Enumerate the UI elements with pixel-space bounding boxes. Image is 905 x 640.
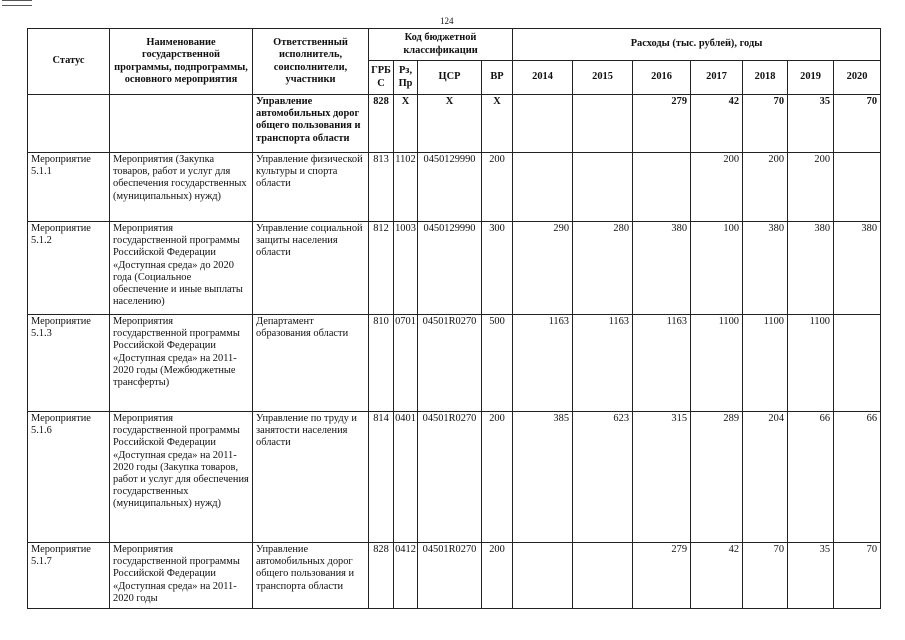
table-row: [28, 95, 881, 153]
cell-2020: 66: [834, 412, 881, 543]
cell-2019: 200: [788, 153, 834, 222]
cell-rzpr: 0412: [394, 543, 418, 609]
cell-grbs: 812: [369, 222, 394, 315]
cell-grbs: 813: [369, 153, 394, 222]
cell-status: Мероприятие 5.1.3: [28, 315, 110, 412]
cell-2017: 200: [691, 153, 743, 222]
cell-2017: 100: [691, 222, 743, 315]
header-year-2019: 2019: [788, 61, 834, 95]
cell-responsible: Управление по труду и занятости населения области: [253, 412, 369, 543]
cell-csr: 0450129990: [418, 222, 482, 315]
cell-grbs: 814: [369, 412, 394, 543]
cell-2020: [834, 153, 881, 222]
header-year-2014: 2014: [513, 61, 573, 95]
cell-2015: [573, 543, 633, 609]
header-status: Статус: [28, 29, 110, 95]
header-vr: ВР: [482, 61, 513, 95]
cell-2016: 279: [633, 543, 691, 609]
cell-vr: X: [482, 95, 513, 153]
cell-2017: 289: [691, 412, 743, 543]
cell-name: Мероприятия государственной программы Российской Федерации «Доступная среда» на 2011-2020 годы (Межбюджетные трансферты): [110, 315, 253, 412]
cell-2019: 66: [788, 412, 834, 543]
cell-2017: 42: [691, 95, 743, 153]
cell-2018: 204: [743, 412, 788, 543]
cell-responsible: Управление автомобильных дорог общего пользования и транспорта области: [253, 95, 369, 153]
cell-2018: 380: [743, 222, 788, 315]
cell-2019: 380: [788, 222, 834, 315]
cell-csr: X: [418, 95, 482, 153]
cell-csr: 0450129990: [418, 153, 482, 222]
cell-responsible: Управление социальной защиты населения области: [253, 222, 369, 315]
table-row: [28, 412, 881, 543]
cell-status: Мероприятие 5.1.1: [28, 153, 110, 222]
cell-2015: 1163: [573, 315, 633, 412]
cell-grbs: 828: [369, 543, 394, 609]
cell-2020: 380: [834, 222, 881, 315]
header-grbs: ГРБ С: [369, 61, 394, 95]
cell-name: Мероприятия (Закупка товаров, работ и услуг для обеспечения государственных (муниципальных) нужд): [110, 153, 253, 222]
cell-2016: 315: [633, 412, 691, 543]
table-row: [28, 315, 881, 412]
cell-2014: [513, 153, 573, 222]
cell-2017: 1100: [691, 315, 743, 412]
cell-2019: 35: [788, 95, 834, 153]
header-program-name: Наименование государственной программы, подпрограммы, основного мероприятия: [110, 29, 253, 95]
cell-csr: 04501R0270: [418, 543, 482, 609]
cell-rzpr: 1003: [394, 222, 418, 315]
cell-responsible: Департамент образования области: [253, 315, 369, 412]
cell-2018: 1100: [743, 315, 788, 412]
cell-2020: 70: [834, 95, 881, 153]
cell-2014: [513, 95, 573, 153]
header-expenses: Расходы (тыс. рублей), годы: [513, 29, 881, 61]
cell-2016: 1163: [633, 315, 691, 412]
header-year-2015: 2015: [573, 61, 633, 95]
cell-csr: 04501R0270: [418, 412, 482, 543]
cell-2019: 1100: [788, 315, 834, 412]
cell-2020: 70: [834, 543, 881, 609]
cell-2018: 200: [743, 153, 788, 222]
cell-csr: 04501R0270: [418, 315, 482, 412]
cell-status: [28, 95, 110, 153]
cell-status: Мероприятие 5.1.7: [28, 543, 110, 609]
cell-responsible: Управление автомобильных дорог общего пользования и транспорта области: [253, 543, 369, 609]
cell-2016: [633, 153, 691, 222]
cell-2015: [573, 153, 633, 222]
cell-2014: [513, 543, 573, 609]
top-edge-mark: [2, 0, 32, 6]
cell-name: [110, 95, 253, 153]
cell-name: Мероприятия государственной программы Российской Федерации «Доступная среда» на 2011-2020 годы (Закупка товаров, работ и услуг для обеспечения государственных (муниципальных) нужд): [110, 412, 253, 543]
cell-rzpr: X: [394, 95, 418, 153]
cell-2015: [573, 95, 633, 153]
header-year-2018: 2018: [743, 61, 788, 95]
header-year-2017: 2017: [691, 61, 743, 95]
header-csr: ЦСР: [418, 61, 482, 95]
cell-grbs: 810: [369, 315, 394, 412]
table-row: [28, 222, 881, 315]
cell-rzpr: 1102: [394, 153, 418, 222]
cell-vr: 300: [482, 222, 513, 315]
cell-status: Мероприятие 5.1.2: [28, 222, 110, 315]
cell-2017: 42: [691, 543, 743, 609]
budget-table: [27, 28, 881, 609]
header-budget-code: Код бюджетной классификации: [369, 29, 513, 61]
cell-rzpr: 0701: [394, 315, 418, 412]
cell-2014: 385: [513, 412, 573, 543]
cell-2014: 1163: [513, 315, 573, 412]
cell-rzpr: 0401: [394, 412, 418, 543]
cell-vr: 200: [482, 543, 513, 609]
cell-2015: 623: [573, 412, 633, 543]
header-year-2016: 2016: [633, 61, 691, 95]
header-year-2020: 2020: [834, 61, 881, 95]
cell-status: Мероприятие 5.1.6: [28, 412, 110, 543]
header-rzpr: Рз, Пр: [394, 61, 418, 95]
cell-name: Мероприятия государственной программы Российской Федерации «Доступная среда» до 2020 года (Социальное обеспечение и иные выплаты населению): [110, 222, 253, 315]
cell-2020: [834, 315, 881, 412]
cell-2019: 35: [788, 543, 834, 609]
page-number: 124: [440, 16, 454, 26]
cell-2016: 380: [633, 222, 691, 315]
cell-name: Мероприятия государственной программы Российской Федерации «Доступная среда» на 2011-2020 годы: [110, 543, 253, 609]
cell-vr: 200: [482, 412, 513, 543]
cell-2016: 279: [633, 95, 691, 153]
cell-vr: 500: [482, 315, 513, 412]
cell-grbs: 828: [369, 95, 394, 153]
header-responsible: Ответственный исполнитель, соисполнители, участники: [253, 29, 369, 95]
cell-vr: 200: [482, 153, 513, 222]
cell-2014: 290: [513, 222, 573, 315]
cell-2018: 70: [743, 95, 788, 153]
cell-2015: 280: [573, 222, 633, 315]
cell-responsible: Управление физической культуры и спорта области: [253, 153, 369, 222]
table-row: [28, 153, 881, 222]
table-row: [28, 543, 881, 609]
cell-2018: 70: [743, 543, 788, 609]
